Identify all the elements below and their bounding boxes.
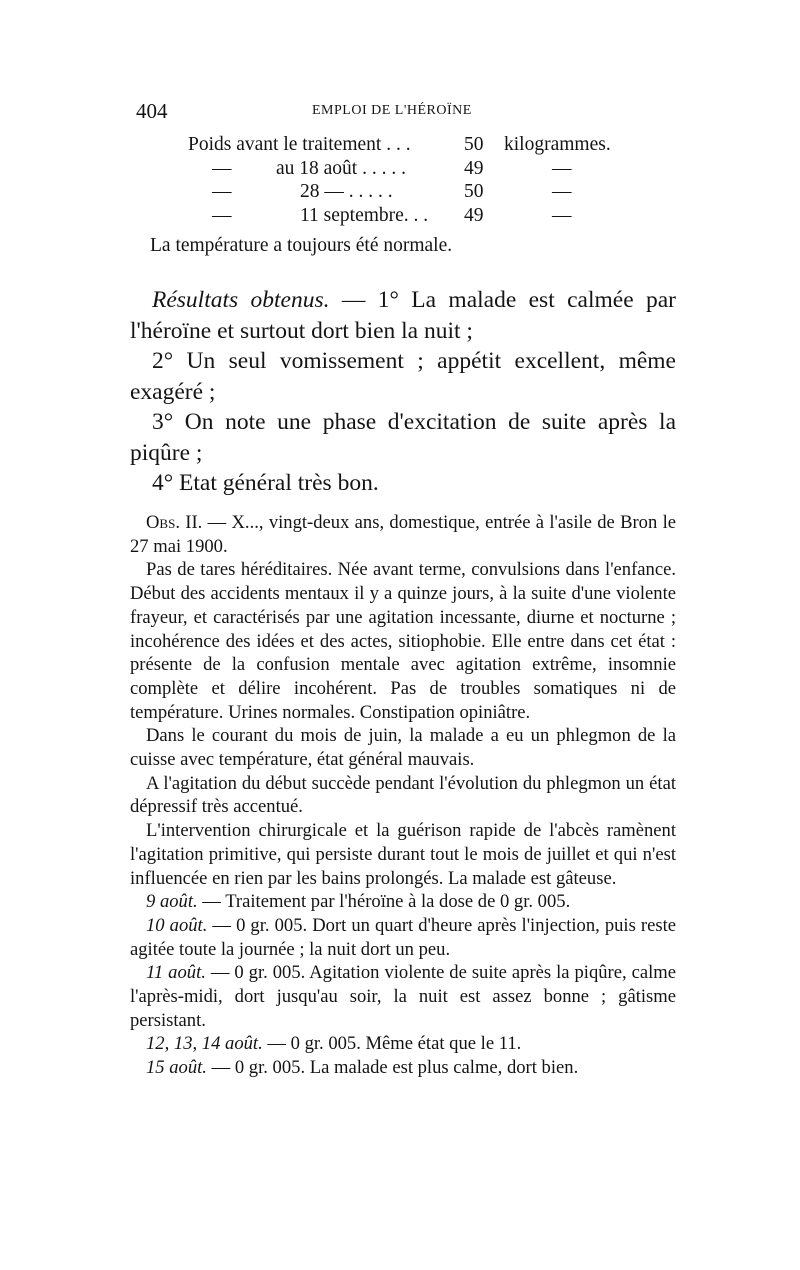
results-section xyxy=(130,285,676,499)
page-header xyxy=(136,99,676,125)
observation-paragraph: L'intervention chirurgicale et la guérison rapide de l'abcès ramènent l'agitation primitive, qui persiste durant tout le mois de juillet et qui n'est influencée en rien par les bains prolongés. La malade est gâteuse. xyxy=(130,820,676,889)
entry-date: 9 août. xyxy=(146,891,198,913)
weight-value: 49 xyxy=(464,204,484,226)
weight-row xyxy=(150,158,670,182)
weight-row xyxy=(150,205,670,229)
weight-row xyxy=(150,134,670,158)
weight-unit: kilogrammes. xyxy=(504,134,611,155)
observation-intro: Obs. II. — X..., vingt-deux ans, domestique, entrée à l'asile de Bron le 27 mai 1900. xyxy=(130,512,676,557)
weight-value: 50 xyxy=(464,181,484,202)
ditto-dash: — xyxy=(552,157,572,179)
daily-entry: 9 août. — Traitement par l'héroïne à la dose de 0 gr. 005. xyxy=(146,891,571,913)
results-item-1: Résultats obtenus. — 1° La malade est calmée par l'héroïne et surtout dort bien la nuit ; xyxy=(130,287,676,344)
daily-entry: 10 août. — 0 gr. 005. Dort un quart d'heure après l'injection, puis reste agitée toute la journée ; la nuit dort un peu. xyxy=(130,914,676,960)
results-item-2: 2° Un seul vomissement ; appétit excellent, même exagéré ; xyxy=(130,348,676,405)
weight-label: 11 septembre. . . xyxy=(300,204,429,226)
daily-entry: 15 août. — 0 gr. 005. La malade est plus calme, dort bien. xyxy=(146,1057,579,1079)
daily-entry: 12, 13, 14 août. — 0 gr. 005. Même état que le 11. xyxy=(146,1033,522,1055)
ditto-dash: — xyxy=(212,204,232,226)
weight-table xyxy=(150,134,670,228)
entry-date: 11 août. xyxy=(146,962,206,984)
weight-label: Poids avant le traitement . . . xyxy=(188,134,411,155)
observation-label: Obs. II. xyxy=(146,512,203,533)
ditto-dash: — xyxy=(212,157,232,179)
weight-label: 28 — . . . . . xyxy=(300,181,393,202)
observation-section xyxy=(130,511,676,1080)
page-number: 404 xyxy=(136,99,168,123)
ditto-dash: — xyxy=(552,181,572,202)
weight-value: 49 xyxy=(464,157,484,179)
weight-value: 50 xyxy=(464,134,484,155)
temperature-note: La température a toujours été normale. xyxy=(150,235,453,256)
running-title: EMPLOI DE L'HÉROÏNE xyxy=(312,103,472,118)
results-heading: Résultats obtenus. xyxy=(152,287,330,313)
observation-paragraph: Dans le courant du mois de juin, la malade a eu un phlegmon de la cuisse avec température, état général mauvais. xyxy=(130,725,676,771)
observation-paragraph: A l'agitation du début succède pendant l'évolution du phlegmon un état dépressif très accentué. xyxy=(130,772,676,818)
daily-entry: 11 août. — 0 gr. 005. Agitation violente de suite après la piqûre, calme l'après-midi, dort jusqu'au soir, la nuit est assez bonne ; gâtisme persistant. xyxy=(130,962,676,1031)
ditto-dash: — xyxy=(212,181,232,202)
ditto-dash: — xyxy=(552,204,572,226)
weight-row xyxy=(150,181,670,205)
results-item-3: 3° On note une phase d'excitation de suite après la piqûre ; xyxy=(130,409,676,466)
entry-date: 12, 13, 14 août. xyxy=(146,1033,263,1055)
entry-date: 10 août. xyxy=(146,914,208,936)
results-item-4: 4° Etat général très bon. xyxy=(152,470,379,496)
observation-paragraph: Pas de tares héréditaires. Née avant terme, convulsions dans l'enfance. Début des accidents mentaux il y a quinze jours, à la suite d'une violente frayeur, et caractérisés par une agitation incessante, diurne et nocturne ; incohérence des idées et des actes, sitiophobie. Elle entre dans cet état : présente de la confusion mentale avec agitation extrême, insomnie complète et délire incohérent. Pas de troubles somatiques ni de température. Urines normales. Constipation opiniâtre. xyxy=(130,559,676,723)
entry-date: 15 août. xyxy=(146,1057,207,1079)
weight-label: au 18 août . . . . . xyxy=(276,157,406,179)
